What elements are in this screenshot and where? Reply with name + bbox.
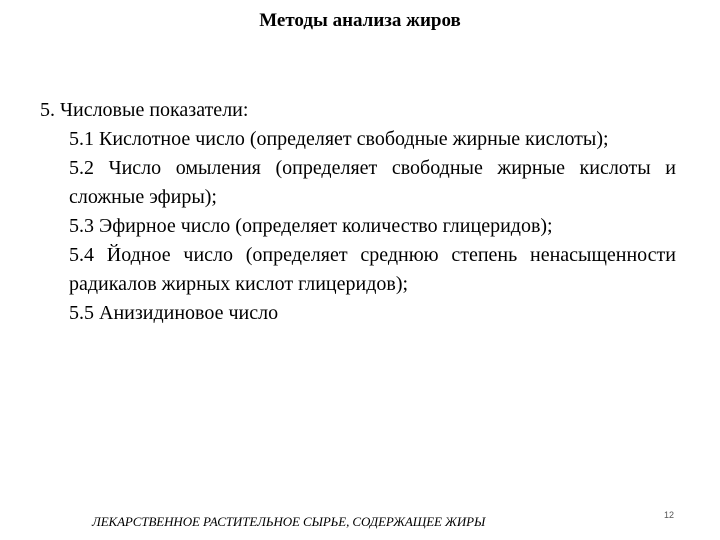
slide-footer: ЛЕКАРСТВЕННОЕ РАСТИТЕЛЬНОЕ СЫРЬЕ, СОДЕРЖАЩЕЕ ЖИРЫ (92, 514, 486, 529)
page-number: 12 (664, 510, 675, 520)
list-item-anisidine-number: 5.5 Анизидиновое число (69, 302, 279, 324)
list-item-saponification-number: 5.2 Число омыления (определяет свободные жирные кислоты и сложные эфиры); (69, 157, 676, 208)
slide-title: Методы анализа жиров (259, 10, 461, 31)
list-item-iodine-number: 5.4 Йодное число (определяет среднюю степень ненасыщенности радикалов жирных кислот глицеридов); (69, 244, 676, 295)
section-heading: 5. Числовые показатели: (40, 99, 249, 121)
list-item-acid-number: 5.1 Кислотное число (определяет свободные жирные кислоты); (69, 128, 609, 150)
list-item-ester-number: 5.3 Эфирное число (определяет количество глицеридов); (69, 215, 553, 237)
body-content (40, 96, 676, 328)
